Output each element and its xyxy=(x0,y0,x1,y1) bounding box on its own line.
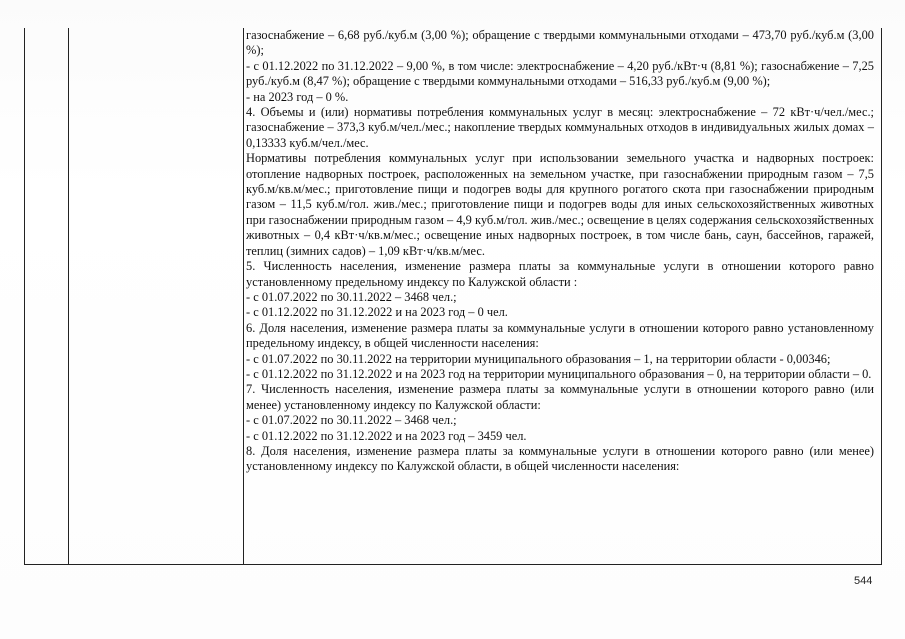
paragraph: 6. Доля населения, изменение размера платы за коммунальные услуги в отношении которого равно установленному предельному индексу, в общей численности населения: xyxy=(246,320,874,351)
paragraph: - с 01.12.2022 по 31.12.2022 – 9,00 %, в том числе: электроснабжение – 4,20 руб./кВт·ч (8,81 %); газоснабжение – 7,25 руб./куб.м (8,47 %); обращение с твердыми коммунальными отходами – 516,33 руб./куб.м (9,00 %); xyxy=(246,58,874,89)
paragraph: - с 01.12.2022 по 31.12.2022 и на 2023 год – 3459 чел. xyxy=(246,428,527,443)
paragraph: - с 01.07.2022 по 30.11.2022 на территории муниципального образования – 1, на территории области - 0,00346; xyxy=(246,351,831,366)
paragraph: 4. Объемы и (или) нормативы потребления коммунальных услуг в месяц: электроснабжение – 72 кВт·ч/чел./мес.; газоснабжение – 373,3 куб.м/чел./мес.; накопление твердых коммунальных отходов в индивидуальных жилых домах – 0,13333 куб.м/чел./мес. xyxy=(246,105,874,150)
paragraph: 5. Численность населения, изменение размера платы за коммунальные услуги в отношении которого равно установленному предельному индексу по Калужской области : xyxy=(246,259,874,289)
paragraph: - с 01.07.2022 по 30.11.2022 – 3468 чел.; xyxy=(246,413,457,428)
paragraph: - на 2023 год – 0 %. xyxy=(246,89,349,104)
paragraph: - с 01.07.2022 по 30.11.2022 – 3468 чел.; xyxy=(246,289,457,304)
paragraph: - с 01.12.2022 по 31.12.2022 и на 2023 год на территории муниципального образования – 0, на территории области – 0. xyxy=(246,366,872,381)
document-table xyxy=(24,28,882,565)
paragraph: газоснабжение – 6,68 руб./куб.м (3,00 %); обращение с твердыми коммунальными отходами – 473,70 руб./куб.м (3,00 %); xyxy=(246,28,874,58)
column-divider-1 xyxy=(68,28,69,564)
table-text-cell xyxy=(246,28,874,475)
paragraph: - с 01.12.2022 по 31.12.2022 и на 2023 год – 0 чел. xyxy=(246,305,508,320)
page-number: 544 xyxy=(854,575,873,587)
paragraph: 8. Доля населения, изменение размера платы за коммунальные услуги в отношении которого равно (или менее) установленному индексу по Калужской области, в общей численности населения: xyxy=(246,443,874,474)
paragraph: Нормативы потребления коммунальных услуг при использовании земельного участка и надворных построек: отопление надворных построек, расположенных на земельном участке, при газоснабжении природным газом – 7,5 куб.м/кв.м/мес.; приготовление пищи и подогрев воды для крупного рогатого скота при газоснабжении природным газом – 11,5 куб.м/гол. жив./мес.; приготовление пищи и подогрев воды для иных сельскохозяйственных животных при газоснабжении природным газом – 4,9 куб.м/гол. жив./мес.; освещение в целях содержания сельскохозяйственных животных – 0,4 кВт·ч/кв.м/мес.; освещение иных надворных построек, в том числе бань, саун, бассейнов, гаражей, теплиц (зимних садов) – 1,09 кВт·ч/кв.м/мес. xyxy=(246,151,874,258)
paragraph: 7. Численность населения, изменение размера платы за коммунальные услуги в отношении которого равно (или менее) установленному индексу по Калужской области: xyxy=(246,382,874,412)
column-divider-2 xyxy=(243,28,244,564)
